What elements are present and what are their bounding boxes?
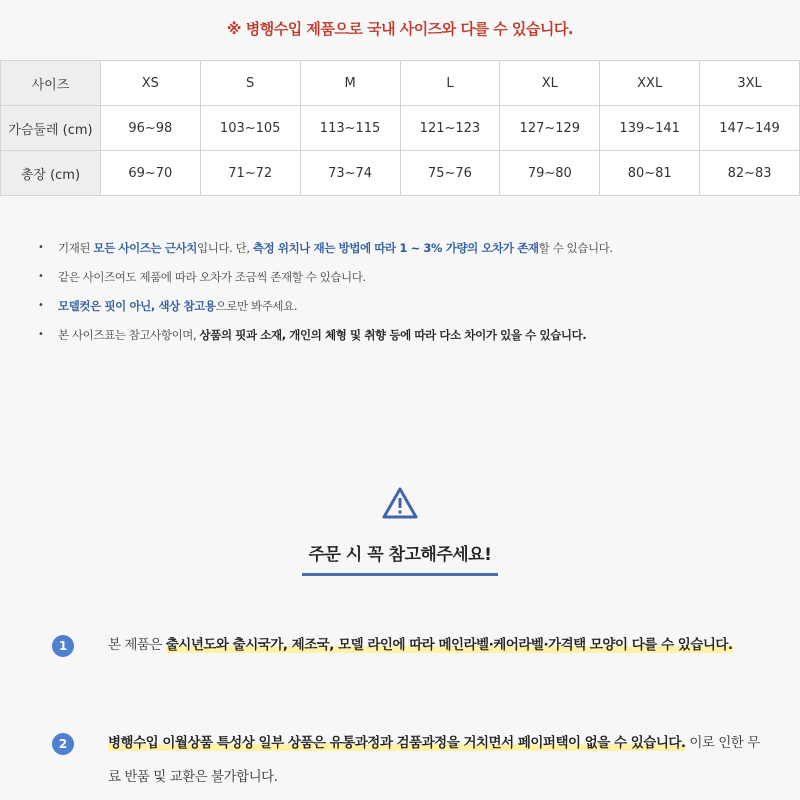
size-table-header-cell: XS [100, 61, 200, 106]
size-table-header-cell: L [400, 61, 500, 106]
note-highlight: 모델컷은 핏이 아닌, 색상 참고용 [58, 299, 216, 313]
table-cell: 103~105 [200, 106, 300, 151]
size-table-header-cell: XL [500, 61, 600, 106]
size-table-header-cell: 사이즈 [1, 61, 101, 106]
table-cell: 147~149 [700, 106, 800, 151]
list-item [38, 238, 778, 267]
list-item [38, 296, 778, 325]
bullet-icon: • [38, 271, 44, 282]
note-highlight: 측정 위치나 재는 방법에 따라 1 ~ 3% 가량의 오차가 존재 [252, 241, 539, 255]
note-text: 기재된 [58, 241, 94, 255]
table-row [1, 106, 800, 151]
table-cell: 82~83 [700, 151, 800, 196]
bullet-icon: • [38, 329, 44, 340]
note-text: 으로만 봐주세요. [215, 299, 298, 313]
table-cell: 139~141 [600, 106, 700, 151]
table-row [1, 151, 800, 196]
table-cell: 71~72 [200, 151, 300, 196]
note-text: 본 사이즈표는 참고사항이며, [58, 328, 200, 342]
notice-text: 본 제품은 [108, 637, 166, 653]
row-label: 총장 (cm) [1, 151, 101, 196]
title-underline [302, 573, 498, 576]
bullet-icon: • [38, 300, 44, 311]
table-cell: 113~115 [300, 106, 400, 151]
size-table-header-row [1, 61, 800, 106]
table-cell: 75~76 [400, 151, 500, 196]
size-table-header-cell: XXL [600, 61, 700, 106]
notice-item-2 [108, 726, 768, 794]
note-bold: 상품의 핏과 소재, 개인의 체형 및 취향 등에 따라 다소 차이가 있을 수 있습니다. [199, 328, 587, 342]
table-cell: 79~80 [500, 151, 600, 196]
number-badge: 2 [52, 733, 74, 755]
size-notice: ※ 병행수입 제품으로 국내 사이즈와 다를 수 있습니다. [226, 20, 574, 38]
table-cell: 69~70 [100, 151, 200, 196]
bullet-icon: • [38, 242, 44, 253]
note-text: 입니다. 단, [196, 241, 253, 255]
notice-highlight: 출시년도와 출시국가, 제조국, 모델 라인에 따라 메인라벨·케어라벨·가격택 모양이 다를 수 있습니다. [165, 637, 733, 653]
note-text: 할 수 있습니다. [538, 241, 613, 255]
size-table-header-cell: 3XL [700, 61, 800, 106]
table-cell: 96~98 [100, 106, 200, 151]
size-table [0, 60, 800, 196]
order-notice-title: 주문 시 꼭 참고해주세요! [308, 545, 492, 565]
size-table-header-cell: S [200, 61, 300, 106]
notice-highlight: 병행수입 이월상품 특성상 일부 상품은 유통과정과 검품과정을 거치면서 페이퍼택이 없을 수 있습니다. [108, 735, 686, 751]
row-label: 가슴둘레 (cm) [1, 106, 101, 151]
list-item [38, 267, 778, 296]
note-highlight: 모든 사이즈는 근사치 [93, 241, 197, 255]
note-text: 같은 사이즈여도 제품에 따라 오차가 조금씩 존재할 수 있습니다. [58, 270, 366, 284]
notice-item-1 [108, 628, 768, 662]
warning-triangle-icon [381, 486, 419, 520]
table-cell: 127~129 [500, 106, 600, 151]
table-cell: 73~74 [300, 151, 400, 196]
size-notes-list [38, 238, 778, 354]
table-cell: 121~123 [400, 106, 500, 151]
size-table-header-cell: M [300, 61, 400, 106]
notice-text: 이로 인한 무료 반품 및 교환은 불가합니다. [108, 735, 760, 785]
list-item [38, 325, 778, 354]
table-cell: 80~81 [600, 151, 700, 196]
number-badge: 1 [52, 635, 74, 657]
